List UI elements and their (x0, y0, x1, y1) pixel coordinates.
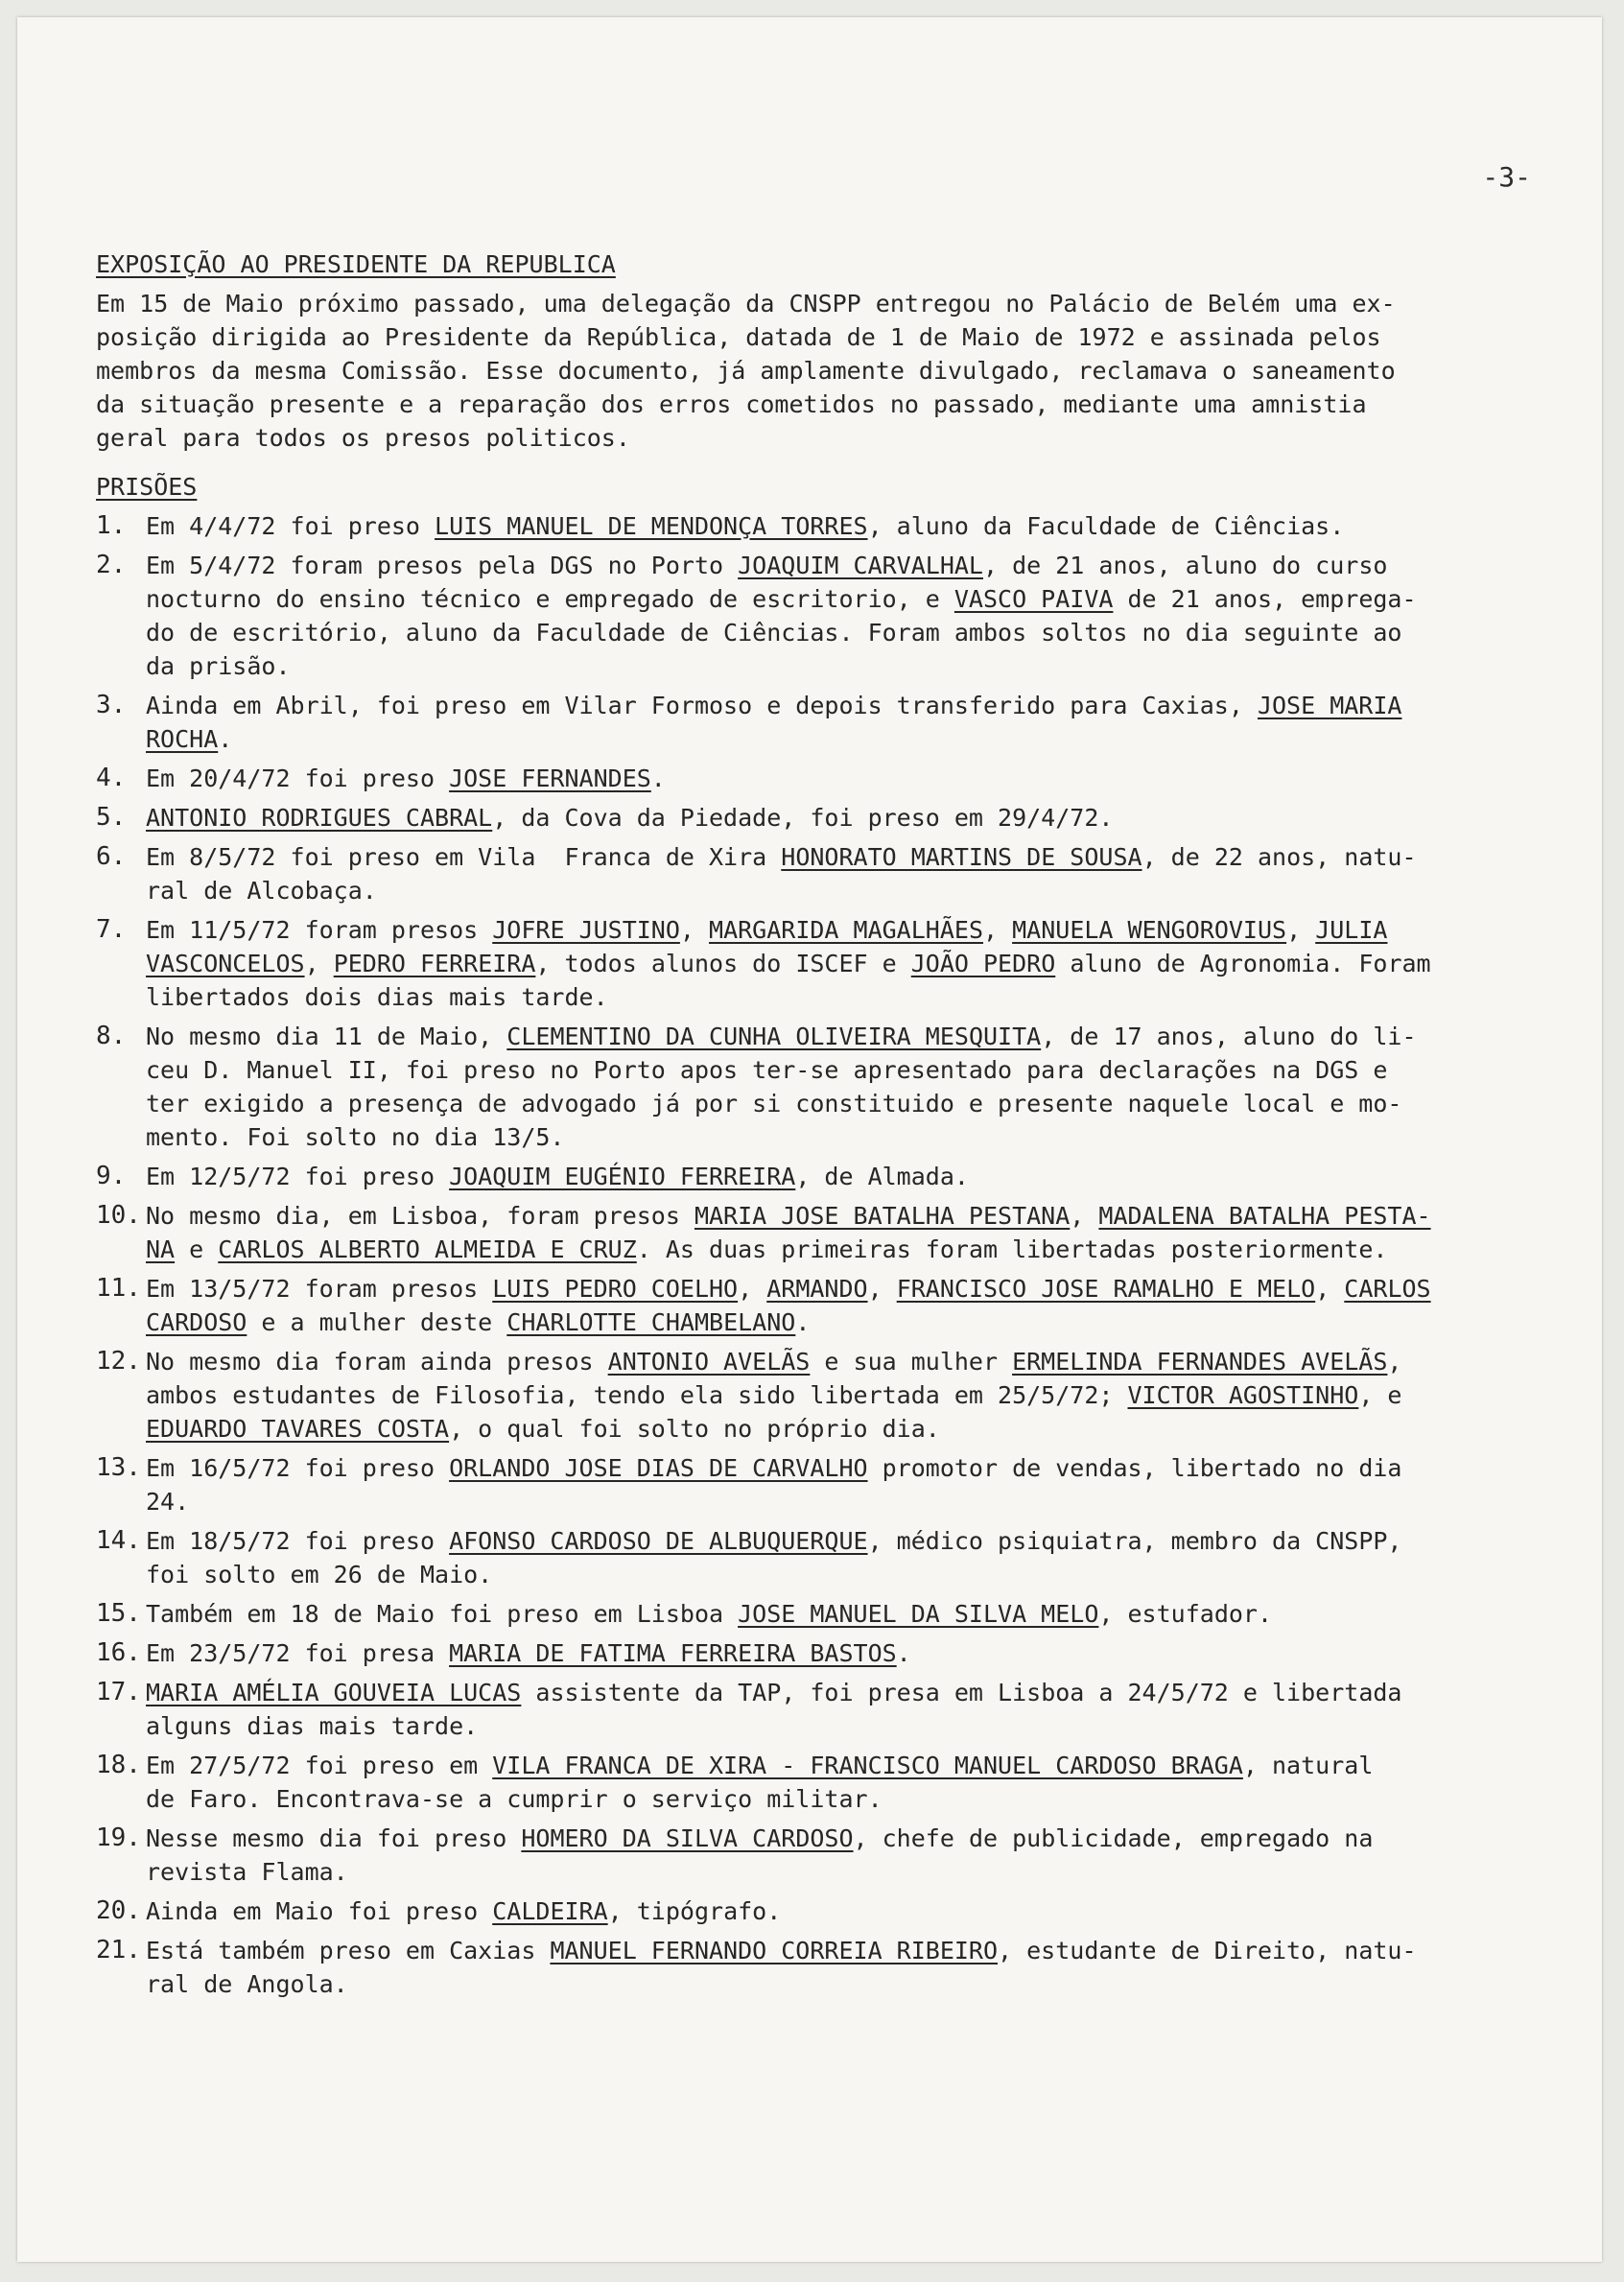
list-item (96, 1451, 1554, 1518)
section-heading-prisoes: PRISÕES (96, 473, 198, 501)
underlined-name: MARIA JOSE BATALHA PESTANA (694, 1202, 1071, 1230)
underlined-name: HOMERO DA SILVA CARDOSO (521, 1824, 854, 1852)
underlined-name: CARLOS ALBERTO ALMEIDA E CRUZ (218, 1235, 637, 1263)
list-item (96, 1597, 1554, 1631)
underlined-name: MARIA AMÉLIA GOUVEIA LUCAS (146, 1679, 522, 1706)
list-item-number: 20. (96, 1896, 141, 1925)
list-item (96, 1676, 1554, 1743)
list-item-text: Em 4/4/72 foi preso LUIS MANUEL DE MENDONÇA TORRES, aluno da Faculdade de Ciências. (146, 512, 1345, 540)
underlined-name: MARIA DE FATIMA FERREIRA BASTOS (449, 1639, 897, 1667)
list-item (96, 1894, 1554, 1928)
list-item-number: 5. (96, 803, 127, 832)
underlined-name: JOÃO PEDRO (910, 950, 1056, 977)
list-item-text: Em 13/5/72 foram presos LUIS PEDRO COELHO, ARMANDO, FRANCISCO JOSE RAMALHO E MELO, CARLOS CARDOSO e a mulher deste CHARLOTTE CHAMBELANO. (146, 1275, 1431, 1336)
list-item (96, 509, 1554, 543)
list-item (96, 1345, 1554, 1446)
list-item-number: 3. (96, 691, 127, 719)
underlined-name: JOSE FERNANDES (449, 765, 651, 792)
list-item-number: 18. (96, 1751, 141, 1779)
prisoes-list (96, 509, 1554, 2001)
underlined-name: HONORATO MARTINS DE SOUSA (781, 843, 1142, 871)
list-item-number: 8. (96, 1022, 127, 1050)
list-item (96, 1160, 1554, 1193)
exposicao-paragraph: Em 15 de Maio próximo passado, uma delegação da CNSPP entregou no Palácio de Belém uma ex- posição dirigida ao Presidente da República, datada de 1 de Maio de 1972 e assinada pelos membros da mesma Comissão. Esse documento, já amplamente divulgado, reclamava o saneamento da situação presente e a reparação dos erros cometidos no passado, mediante uma amnistia geral para todos os presos politicos. (96, 290, 1396, 452)
list-item-text: Ainda em Maio foi preso CALDEIRA, tipógrafo. (146, 1897, 782, 1925)
list-item-text: Em 27/5/72 foi preso em VILA FRANCA DE XIRA - FRANCISCO MANUEL CARDOSO BRAGA, natural de Faro. Encontrava-se a cumprir o serviço militar. (146, 1752, 1374, 1813)
list-item-number: 7. (96, 915, 127, 944)
list-item-text: Também em 18 de Maio foi preso em Lisboa JOSE MANUEL DA SILVA MELO, estufador. (146, 1600, 1273, 1628)
list-item-number: 17. (96, 1678, 141, 1706)
list-item-text: Em 16/5/72 foi preso ORLANDO JOSE DIAS DE CARVALHO promotor de vendas, libertado no dia 24. (146, 1454, 1402, 1516)
underlined-name: ORLANDO JOSE DIAS DE CARVALHO (449, 1454, 868, 1482)
underlined-name: CHARLOTTE CHAMBELANO (506, 1308, 796, 1336)
underlined-name: CARLOS CARDOSO (146, 1275, 1431, 1336)
underlined-name: ANTONIO RODRIGUES CABRAL (146, 804, 493, 832)
list-item-text: Está também preso em Caxias MANUEL FERNANDO CORREIA RIBEIRO, estudante de Direito, natu- ral de Angola. (146, 1937, 1417, 1998)
list-item (96, 1636, 1554, 1670)
underlined-name: VICTOR AGOSTINHO (1127, 1381, 1359, 1409)
list-item (96, 1272, 1554, 1339)
underlined-name: AFONSO CARDOSO DE ALBUQUERQUE (449, 1527, 868, 1555)
underlined-name: CALDEIRA (492, 1897, 608, 1925)
list-item-number: 1. (96, 511, 127, 540)
list-item-text: Em 12/5/72 foi preso JOAQUIM EUGÉNIO FERREIRA, de Almada. (146, 1163, 969, 1190)
list-item (96, 689, 1554, 756)
list-item (96, 1199, 1554, 1266)
list-item-number: 11. (96, 1274, 141, 1303)
underlined-name: LUIS PEDRO COELHO (492, 1275, 739, 1303)
list-item-text: Em 18/5/72 foi preso AFONSO CARDOSO DE ALBUQUERQUE, médico psiquiatra, membro da CNSPP, foi solto em 26 de Maio. (146, 1527, 1402, 1588)
underlined-name: ARMANDO (766, 1275, 868, 1303)
list-item-text: Nesse mesmo dia foi preso HOMERO DA SILVA CARDOSO, chefe de publicidade, empregado na revista Flama. (146, 1824, 1374, 1886)
list-item-number: 2. (96, 551, 127, 579)
list-item-text: No mesmo dia, em Lisboa, foram presos MARIA JOSE BATALHA PESTANA, MADALENA BATALHA PESTA- NA e CARLOS ALBERTO ALMEIDA E CRUZ. As duas primeiras foram libertadas posteriormente. (146, 1202, 1431, 1263)
list-item-number: 16. (96, 1638, 141, 1667)
list-item-text: Em 23/5/72 foi presa MARIA DE FATIMA FERREIRA BASTOS. (146, 1639, 911, 1667)
underlined-name: JOSE MANUEL DA SILVA MELO (738, 1600, 1099, 1628)
list-item-number: 12. (96, 1347, 141, 1376)
list-item (96, 549, 1554, 683)
list-item-number: 10. (96, 1201, 141, 1230)
section-heading-exposicao: EXPOSIÇÃO AO PRESIDENTE DA REPUBLICA (96, 250, 616, 278)
underlined-name: LUIS MANUEL DE MENDONÇA TORRES (435, 512, 868, 540)
list-item-text: Em 8/5/72 foi preso em Vila Franca de Xira HONORATO MARTINS DE SOUSA, de 22 anos, natu- ral de Alcobaça. (146, 843, 1417, 905)
page-number: -3- (1482, 161, 1531, 193)
list-item (96, 840, 1554, 907)
underlined-name: JOAQUIM CARVALHAL (738, 552, 983, 579)
underlined-name: JOFRE JUSTINO (492, 916, 680, 944)
list-item-number: 21. (96, 1936, 141, 1964)
list-item-text: Em 5/4/72 foram presos pela DGS no Porto JOAQUIM CARVALHAL, de 21 anos, aluno do curso nocturno do ensino técnico e empregado de escritorio, e VASCO PAIVA de 21 anos, emprega- do de escritório, aluno da Faculdade de Ciências. Foram ambos soltos no dia seguinte ao da prisão. (146, 552, 1417, 680)
underlined-name: ERMELINDA FERNANDES AVELÃS (1012, 1348, 1388, 1376)
list-item-number: 4. (96, 764, 127, 792)
underlined-name: FRANCISCO JOSE RAMALHO E MELO (896, 1275, 1316, 1303)
list-item (96, 762, 1554, 795)
list-item-text: No mesmo dia foram ainda presos ANTONIO AVELÃS e sua mulher ERMELINDA FERNANDES AVELÃS, ambos estudantes de Filosofia, tendo ela sido libertada em 25/5/72; VICTOR AGOSTINHO, e EDUARDO TAVARES COSTA, o qual foi solto no próprio dia. (146, 1348, 1402, 1443)
underlined-name: MANUEL FERNANDO CORREIA RIBEIRO (550, 1937, 999, 1964)
underlined-name: EDUARDO TAVARES COSTA (146, 1415, 450, 1443)
underlined-name: JOSE MARIA ROCHA (146, 692, 1402, 753)
underlined-name: MADALENA BATALHA PESTA- NA (146, 1202, 1431, 1263)
list-item (96, 1020, 1554, 1154)
list-item (96, 1749, 1554, 1816)
underlined-name: MANUELA WENGOROVIUS (1012, 916, 1287, 944)
list-item-number: 9. (96, 1162, 127, 1190)
underlined-name: JULIA VASCONCELOS (146, 916, 1388, 977)
list-item-number: 13. (96, 1453, 141, 1482)
underlined-name: PEDRO FERREIRA (333, 950, 536, 977)
list-item (96, 1524, 1554, 1591)
document-body (96, 247, 1554, 2007)
underlined-name: MARGARIDA MAGALHÃES (709, 916, 983, 944)
list-item-text: ANTONIO RODRIGUES CABRAL, da Cova da Piedade, foi preso em 29/4/72. (146, 804, 1114, 832)
list-item (96, 913, 1554, 1014)
list-item (96, 801, 1554, 835)
list-item-number: 15. (96, 1599, 141, 1628)
list-item-number: 19. (96, 1823, 141, 1852)
list-item-text: Ainda em Abril, foi preso em Vilar Formoso e depois transferido para Caxias, JOSE MARIA ROCHA. (146, 692, 1402, 753)
list-item-text: Em 20/4/72 foi preso JOSE FERNANDES. (146, 765, 666, 792)
underlined-name: CLEMENTINO DA CUNHA OLIVEIRA MESQUITA (506, 1023, 1042, 1050)
list-item-text: Em 11/5/72 foram presos JOFRE JUSTINO, MARGARIDA MAGALHÃES, MANUELA WENGOROVIUS, JULIA VASCONCELOS, PEDRO FERREIRA, todos alunos do ISCEF e JOÃO PEDRO aluno de Agronomia. Foram libertados dois dias mais tarde. (146, 916, 1431, 1011)
underlined-name: JOAQUIM EUGÉNIO FERREIRA (449, 1163, 796, 1190)
underlined-name: VILA FRANCA DE XIRA - FRANCISCO MANUEL CARDOSO BRAGA (492, 1752, 1243, 1779)
list-item-text: MARIA AMÉLIA GOUVEIA LUCAS assistente da TAP, foi presa em Lisboa a 24/5/72 e libertada alguns dias mais tarde. (146, 1679, 1402, 1740)
list-item-number: 6. (96, 842, 127, 871)
underlined-name: VASCO PAIVA (953, 585, 1114, 613)
list-item (96, 1822, 1554, 1889)
document-page (17, 17, 1602, 2262)
underlined-name: ANTONIO AVELÃS (607, 1348, 811, 1376)
list-item-text: No mesmo dia 11 de Maio, CLEMENTINO DA CUNHA OLIVEIRA MESQUITA, de 17 anos, aluno do li- ceu D. Manuel II, foi preso no Porto apos ter-se apresentado para declarações na DGS e ter exigido a presença de advogado já por si constituido e presente naquele local e mo- mento. Foi solto no dia 13/5. (146, 1023, 1417, 1151)
list-item-number: 14. (96, 1526, 141, 1555)
list-item (96, 1934, 1554, 2001)
